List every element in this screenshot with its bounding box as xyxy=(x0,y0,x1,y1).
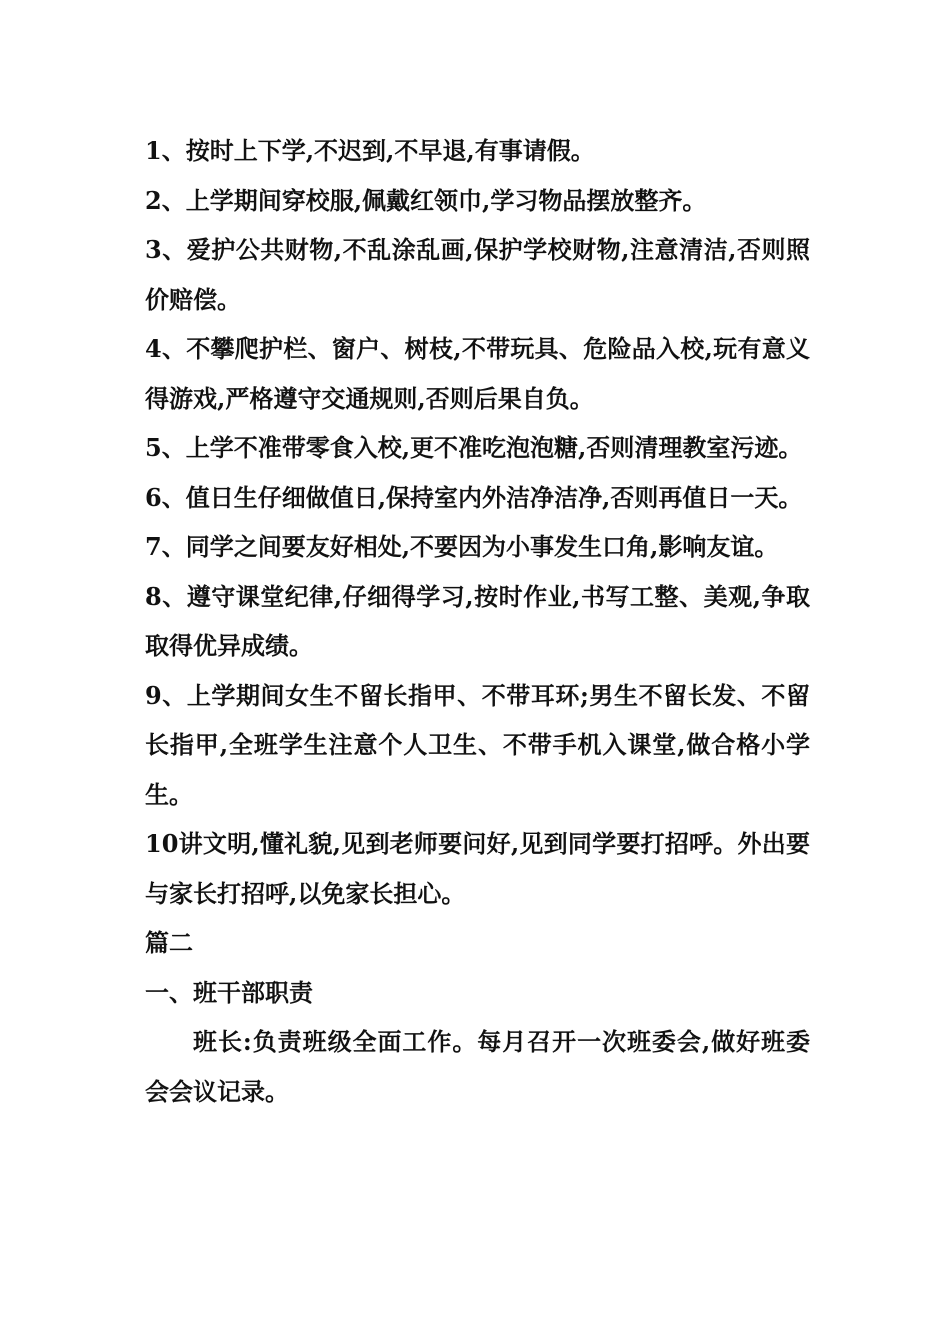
rule-10: 10讲文明,懂礼貌,见到老师要问好,见到同学要打招呼。外出要与家长打招呼,以免家长担心。 xyxy=(145,829,810,908)
document-body xyxy=(145,126,810,1116)
duty-paragraph: 班长:负责班级全面工作。每月召开一次班委会,做好班委会会议记录。 xyxy=(145,1027,810,1106)
rule-1: 1、按时上下学,不迟到,不早退,有事请假。 xyxy=(145,136,595,165)
section-title: 篇二 xyxy=(145,928,193,957)
rule-8: 8、遵守课堂纪律,仔细得学习,按时作业,书写工整、美观,争取取得优异成绩。 xyxy=(145,581,810,660)
rule-7: 7、同学之间要友好相处,不要因为小事发生口角,影响友谊。 xyxy=(145,532,779,561)
rule-9: 9、上学期间女生不留长指甲、不带耳环;男生不留长发、不留长指甲,全班学生注意个人卫生、不带手机入课堂,做合格小学生。 xyxy=(145,680,810,809)
rule-6: 6、值日生仔细做值日,保持室内外洁净洁净,否则再值日一天。 xyxy=(145,482,803,512)
rule-3: 3、爱护公共财物,不乱涂乱画,保护学校财物,注意清洁,否则照价赔偿。 xyxy=(145,235,810,314)
subsection-title: 一、班干部职责 xyxy=(145,977,313,1007)
rule-4: 4、不攀爬护栏、窗户、树枝,不带玩具、危险品入校,玩有意义得游戏,严格遵守交通规则,否则后果自负。 xyxy=(145,334,810,413)
rule-5: 5、上学不准带零食入校,更不准吃泡泡糖,否则清理教室污迹。 xyxy=(145,433,803,462)
rule-2: 2、上学期间穿校服,佩戴红领巾,学习物品摆放整齐。 xyxy=(145,185,707,215)
